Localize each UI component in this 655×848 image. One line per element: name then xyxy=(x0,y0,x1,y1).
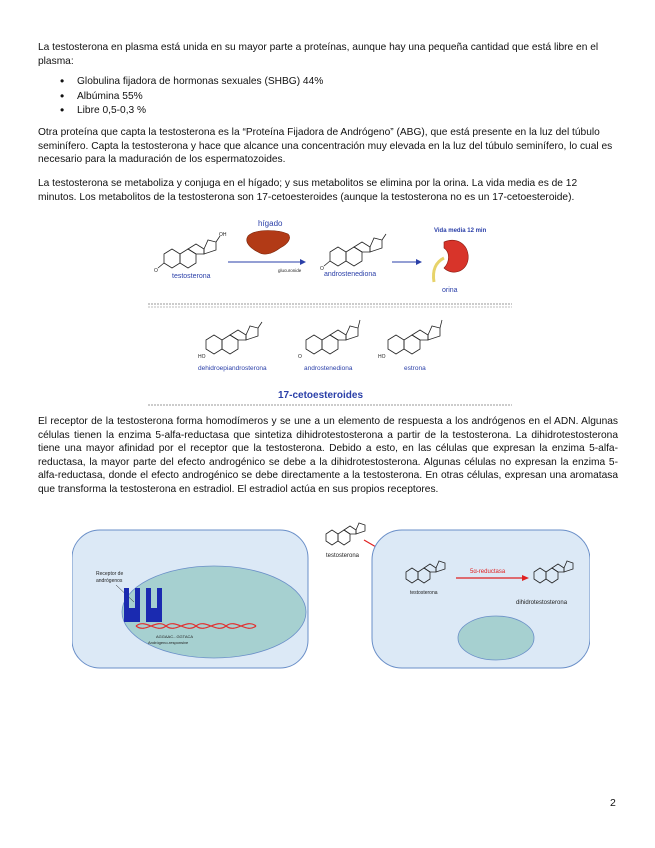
receptor-label-line1: Receptor de xyxy=(96,571,124,577)
testosterona-top-label: testosterona xyxy=(326,553,360,559)
reductasa-label: 5α-reductasa xyxy=(470,569,506,575)
paragraph-metabolism: La testosterona se metaboliza y conjuga en el hígado; y sus metabolitos se elimina por la orina. La vida media es de 12 minutos. Los metabolitos de la testosterona son 17-cetoesteroides (aunque la testosterona no es un 17-cetoesteroide). xyxy=(38,178,578,203)
androstenedione2-structure xyxy=(306,320,360,354)
higado-label: hígado xyxy=(258,219,283,228)
testosterone-top-structure xyxy=(326,523,365,545)
dna-label-line2: Andrógeno-responsive xyxy=(148,640,189,645)
page-number: 2 xyxy=(610,797,616,809)
receptor-figure xyxy=(72,520,590,670)
svg-text:HO: HO xyxy=(378,354,386,360)
paragraph-plasma-binding: La testosterona en plasma está unida en su mayor parte a proteínas, aunque hay una pequeña cantidad que está libre en el plasma: xyxy=(38,42,599,67)
testosterona-label: testosterona xyxy=(172,273,211,280)
right-nucleus xyxy=(458,616,534,660)
vida-media-label: Vida media 12 min xyxy=(434,228,487,234)
estrone-structure xyxy=(388,320,442,354)
orina-label: orina xyxy=(442,287,458,294)
androstenedione-structure xyxy=(324,234,386,266)
binding-protein-list xyxy=(60,75,323,119)
svg-text:O: O xyxy=(154,268,158,274)
paragraph-abg: Otra proteína que capta la testosterona es la “Proteína Fijadora de Andrógeno” (ABG), que está presente en la luz del túbulo seminífero. Capta la testosterona y hace que alcance una concentración muy elevada en la luz del túbulo seminífero, lo cual es necesario para la maduración de los espermatozoides. xyxy=(38,127,613,166)
ureter-icon xyxy=(433,258,444,282)
dna-label-line1: AGGAAC...GGTACA xyxy=(156,634,194,639)
androstenediona2-label: androstenediona xyxy=(304,365,353,372)
dhea-structure xyxy=(206,322,262,354)
kidney-icon xyxy=(444,240,468,272)
testosterone-structure xyxy=(158,236,220,268)
cetoesteroides-title: 17-cetoesteroides xyxy=(278,390,364,401)
estrona-label: estrona xyxy=(404,365,426,372)
androstenediona-label: androstenediona xyxy=(324,271,377,278)
svg-text:HO: HO xyxy=(198,354,206,360)
svg-text:OH: OH xyxy=(219,232,227,238)
svg-text:O: O xyxy=(298,354,302,360)
list-item: • Albúmina 55% xyxy=(60,90,323,105)
metabolism-figure xyxy=(140,212,520,410)
paragraph-receptor: El receptor de la testosterona forma homodímeros y se une a un elemento de respuesta a los andrógenos en el ADN. Algunas células tienen la enzima 5-alfa-reductasa que sintetiza dihidrotestosterona a partir de la testosterona. La dihidrotestosterona tiene una mayor afinidad por el receptor que la testosterona. Debido a esto, en las células que expresan la enzima 5-alfa-reductasa, la mayor parte del efecto androgénico se debe a la dihidrotestosterona. Algunas células no expresan la enzima 5-alfa-reductasa, donde el efecto androgénico se debe directamente a la testosterona. En otras células, expresan una aromatasa que transforma la testosterona en estradiol. El estradiol actúa en sus propios receptores. xyxy=(38,416,618,495)
glucuronide-label: glucuronide xyxy=(278,268,302,273)
testosterona-cell-label: testosterona xyxy=(410,590,438,596)
svg-text:O: O xyxy=(320,266,324,272)
liver-icon xyxy=(247,231,290,255)
receptor-label-line2: andrógenos xyxy=(96,578,123,584)
dhea-label: dehidroepiandrosterona xyxy=(198,365,267,372)
list-item: • Globulina fijadora de hormonas sexuales (SHBG) 44% xyxy=(60,75,323,90)
dihidrotestosterona-label: dihidrotestosterona xyxy=(516,600,568,606)
list-item: • Libre 0,5-0,3 % xyxy=(60,104,323,119)
